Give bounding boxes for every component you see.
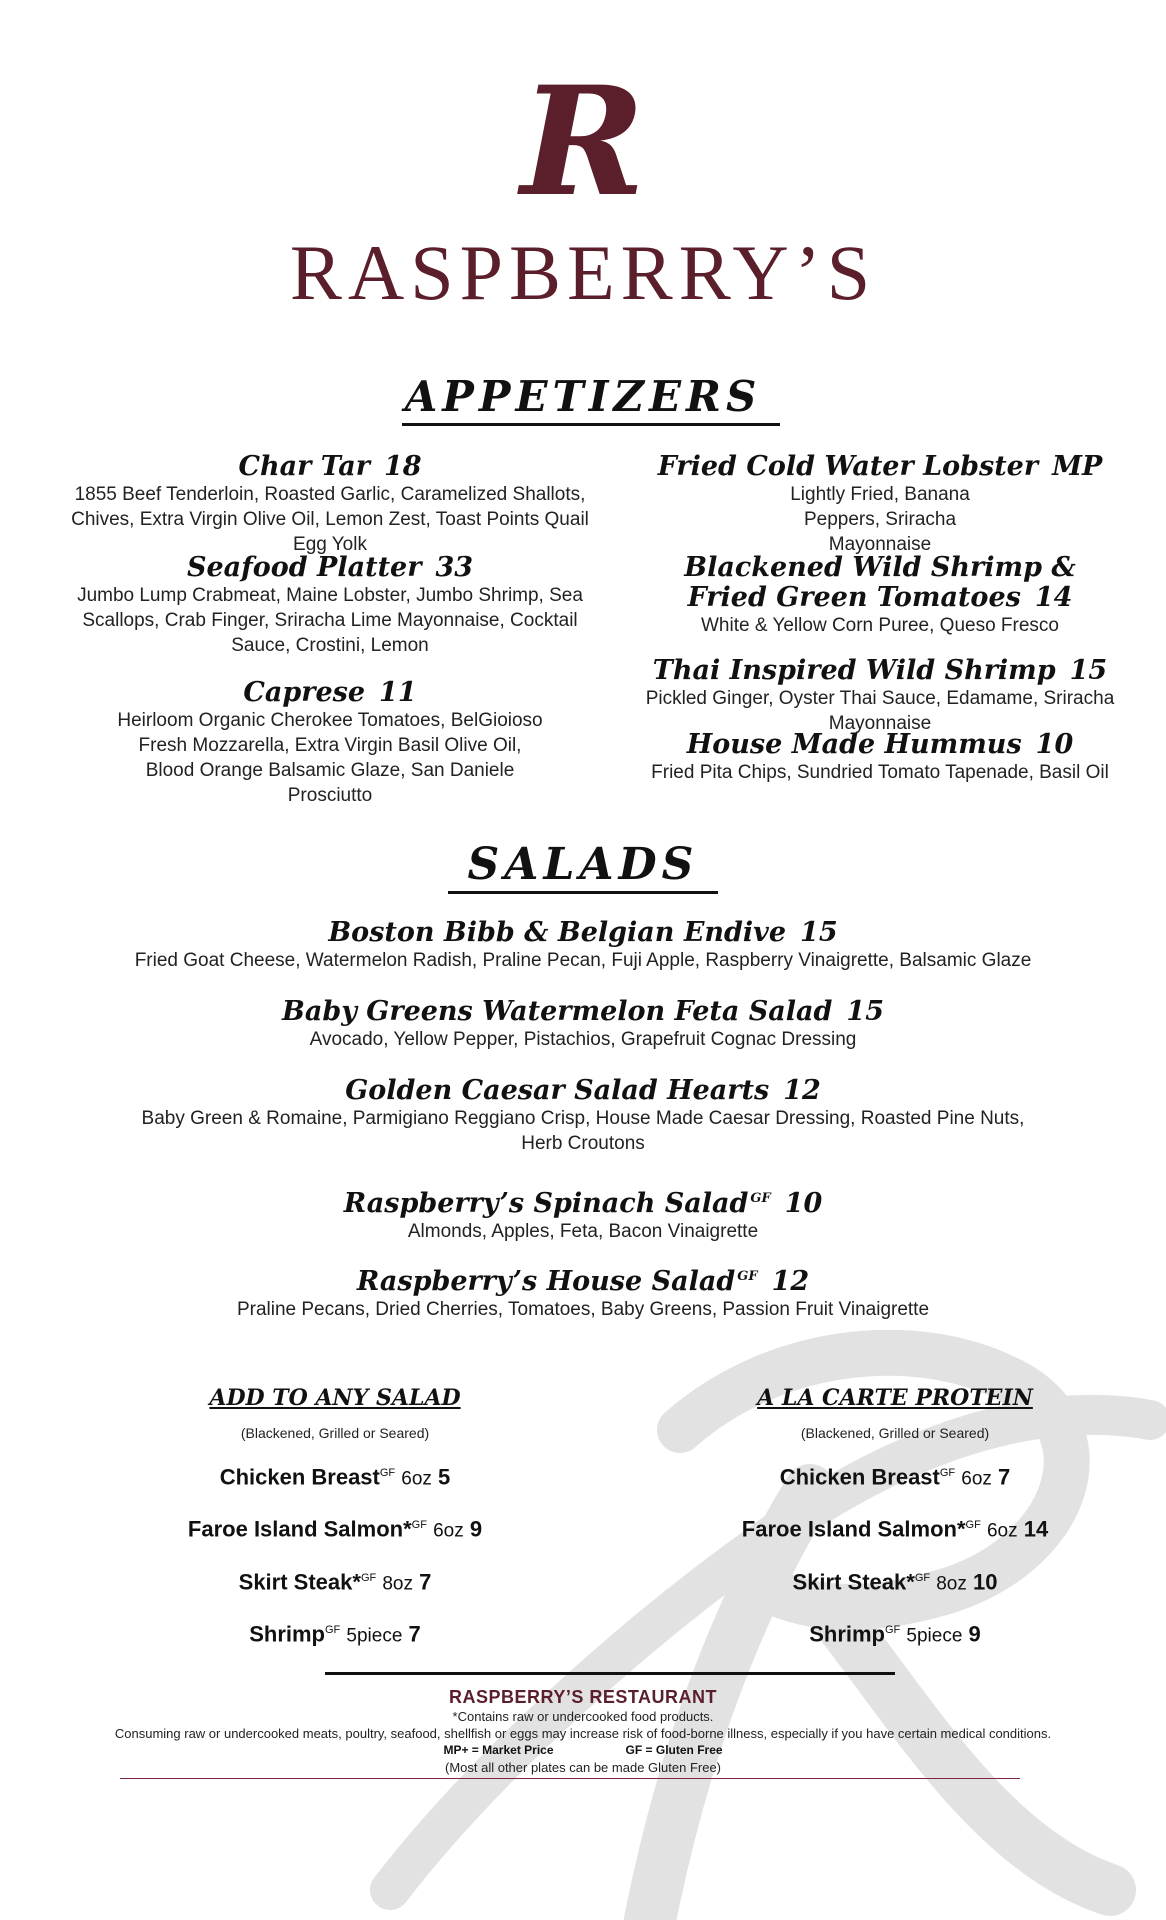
footer-bottom-rule [120, 1778, 1020, 1779]
item-name: Baby Greens Watermelon Feta Salad [282, 996, 833, 1027]
health-warning: Consuming raw or undercooked meats, poultry, seafood, shellfish or eggs may increase risk of food-borne illness, especially if you have certain medical conditions. [114, 1726, 1052, 1741]
item-price: 18 [383, 451, 422, 482]
item-description: Lightly Fried, Banana Peppers, Sriracha Mayonnaise [790, 484, 970, 555]
item-name: Raspberry’s Spinach Salad [343, 1188, 749, 1219]
item-price: 12 [771, 1266, 810, 1297]
item-name: Boston Bibb & Belgian Endive [328, 917, 787, 948]
gluten-free-mark: GF [737, 1269, 758, 1284]
item-name: Seafood Platter [186, 552, 422, 583]
gluten-free-key: GF = Gluten Free [625, 1743, 723, 1757]
gluten-free-note: (Most all other plates can be made Gluten Free) [444, 1760, 722, 1775]
item-name: House Made Hummus [686, 729, 1022, 760]
menu-item [140, 1076, 1026, 1156]
item-price: 15 [1069, 655, 1108, 686]
item-description: Avocado, Yellow Pepper, Pistachios, Grapefruit Cognac Dressing [309, 1029, 857, 1050]
market-price-key: MP+ = Market Price [443, 1743, 554, 1757]
menu-item [100, 1184, 1066, 1244]
item-description: 1855 Beef Tenderloin, Roasted Garlic, Caramelized Shallots, Chives, Extra Virgin Olive Oil, Lemon Zest, Toast Points Quail Egg Yolk [71, 484, 589, 555]
item-description: Fried Goat Cheese, Watermelon Radish, Praline Pecan, Fuji Apple, Raspberry Vinaigrette, Balsamic Glaze [134, 950, 1032, 971]
protein-item: Shrimp$^{GF}$ 5piece 7 [249, 1621, 421, 1647]
item-name: Thai Inspired Wild Shrimp [652, 655, 1056, 686]
salads-heading: SALADS [467, 839, 699, 890]
item-description: White & Yellow Corn Puree, Queso Fresco [700, 615, 1059, 636]
item-price: 10 [1035, 729, 1074, 760]
protein-item: Chicken Breast$^{GF}$ 6oz 5 [219, 1464, 451, 1490]
menu-item [100, 997, 1066, 1052]
restaurant-name: RASPBERRY’S [289, 229, 877, 316]
item-name: Fried Cold Water Lobster [657, 451, 1039, 482]
menu-item [600, 656, 1160, 736]
footer-divider [325, 1672, 895, 1675]
logo-monogram: R [520, 54, 646, 230]
item-price: 33 [435, 552, 474, 583]
a-la-carte-section [710, 1384, 1080, 1651]
item-description: Heirloom Organic Cherokee Tomatoes, BelGioioso Fresh Mozzarella, Extra Virgin Basil Olive Oil, Blood Orange Balsamic Glaze, San Daniele Prosciutto [117, 710, 543, 806]
add-to-salad-heading: ADD TO ANY SALAD [209, 1385, 461, 1411]
item-description: Baby Green & Romaine, Parmigiano Reggiano Crisp, House Made Caesar Dressing, Roasted Pine Nuts, Herb Croutons [141, 1108, 1025, 1154]
menu-item [100, 1262, 1066, 1322]
protein-item: Faroe Island Salmon*$^{GF}$ 6oz 9 [187, 1516, 483, 1542]
menu-item [100, 918, 1066, 973]
item-price: 11 [379, 677, 417, 708]
item-description: Pickled Ginger, Oyster Thai Sauce, Edamame, Sriracha Mayonnaise [645, 688, 1115, 734]
item-name: Blackened Wild Shrimp & Fried Green Tomatoes [684, 552, 1076, 613]
item-price: 15 [800, 917, 838, 948]
menu-item [650, 553, 1110, 638]
appetizers-underline [402, 423, 780, 426]
menu-item [60, 452, 600, 557]
item-price: 15 [846, 996, 884, 1027]
item-description: Fried Pita Chips, Sundried Tomato Tapenade, Basil Oil [651, 762, 1109, 783]
a-la-carte-heading: A LA CARTE PROTEIN [757, 1385, 1033, 1411]
protein-item: Chicken Breast$^{GF}$ 6oz 7 [779, 1464, 1011, 1490]
menu-item [115, 678, 545, 808]
add-to-salad-section [150, 1384, 520, 1651]
item-name: Golden Caesar Salad Hearts [345, 1075, 770, 1106]
footer [0, 1686, 1166, 1776]
item-name: Char Tar [238, 451, 370, 482]
item-description: Praline Pecans, Dried Cherries, Tomatoes, Baby Greens, Passion Fruit Vinaigrette [236, 1299, 930, 1320]
item-price: MP [1052, 451, 1103, 482]
item-name: Caprese [243, 677, 366, 708]
protein-item: Skirt Steak*$^{GF}$ 8oz 10 [792, 1568, 998, 1594]
cooking-options: (Blackened, Grilled or Seared) [240, 1425, 430, 1441]
item-description: Jumbo Lump Crabmeat, Maine Lobster, Jumbo Shrimp, Sea Scallops, Crab Finger, Sriracha Lime Mayonnaise, Cocktail Sauce, Crostini, Lemon [77, 585, 583, 656]
menu-item [640, 730, 1120, 785]
item-description: Almonds, Apples, Feta, Bacon Vinaigrette [407, 1221, 759, 1242]
menu-item [75, 553, 585, 658]
item-price: 14 [1034, 582, 1073, 613]
item-name: Raspberry’s House Salad [356, 1266, 736, 1297]
item-price: 10 [784, 1188, 823, 1219]
raw-food-note: *Contains raw or undercooked food products. [452, 1709, 714, 1724]
gluten-free-mark: GF [750, 1191, 771, 1206]
protein-item: Faroe Island Salmon*$^{GF}$ 6oz 14 [741, 1516, 1049, 1542]
salads-underline [448, 891, 718, 894]
cooking-options: (Blackened, Grilled or Seared) [800, 1425, 990, 1441]
legend [0, 1742, 1166, 1759]
protein-item: Shrimp$^{GF}$ 5piece 9 [809, 1621, 981, 1647]
footer-title: RASPBERRY’S RESTAURANT [448, 1687, 718, 1707]
item-price: 12 [783, 1075, 821, 1106]
menu-item [650, 452, 1110, 557]
appetizers-heading: APPETIZERS [404, 372, 762, 421]
protein-item: Skirt Steak*$^{GF}$ 8oz 7 [238, 1568, 432, 1594]
